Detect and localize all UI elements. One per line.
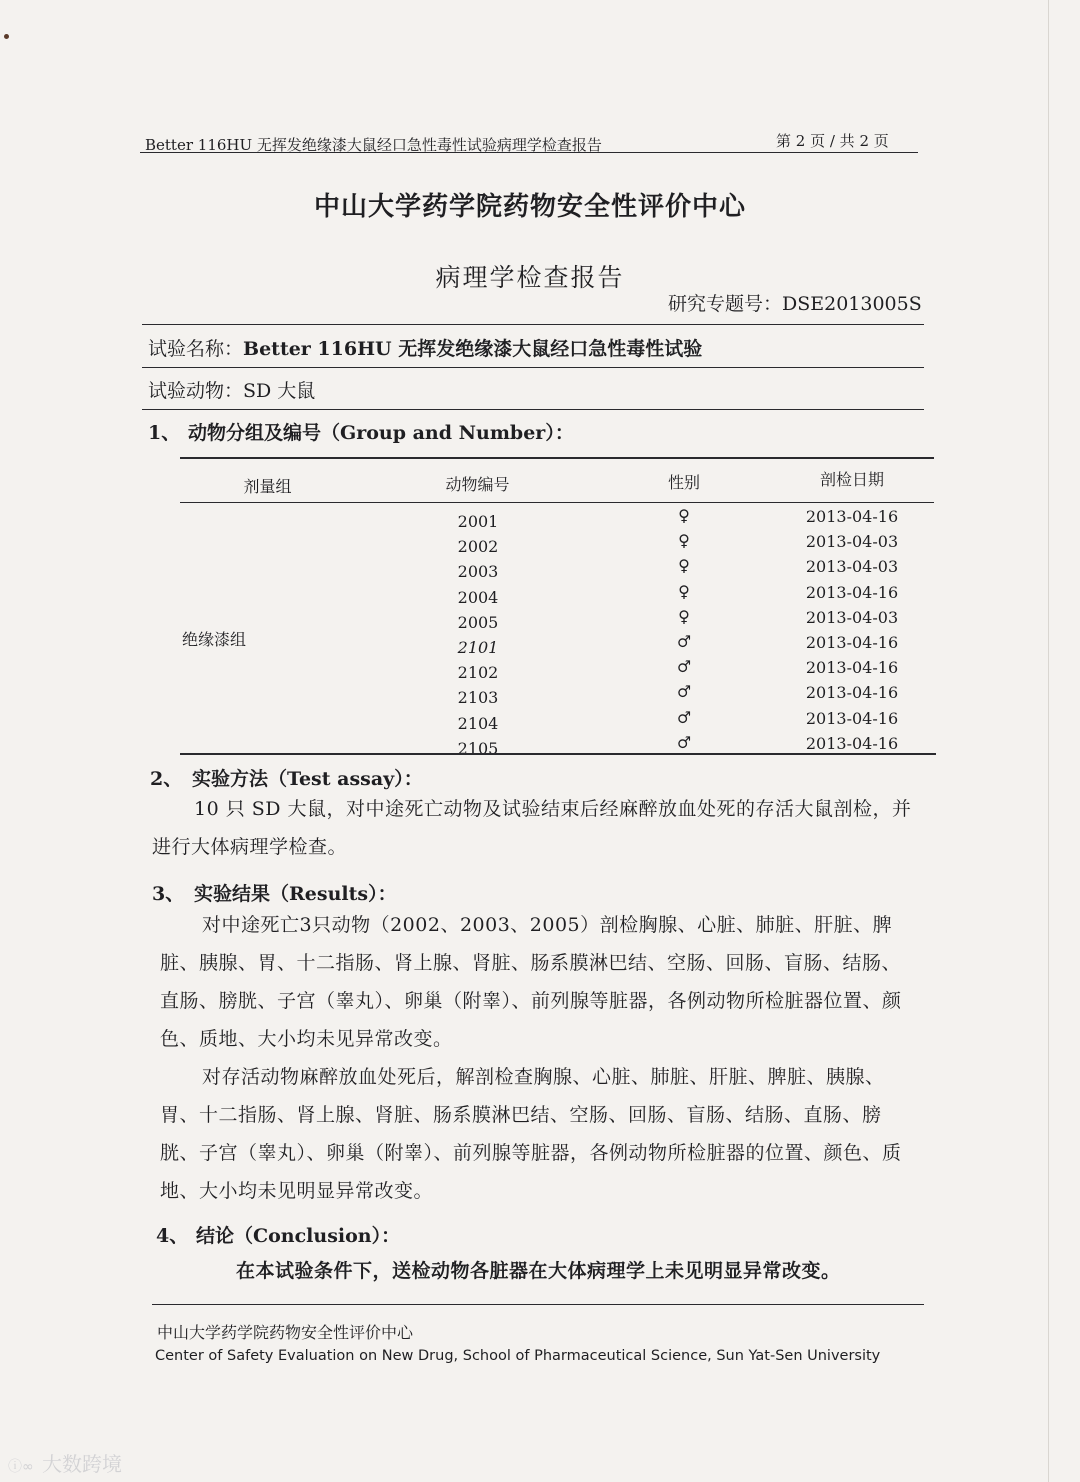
section-3-paragraph-2: 对存活动物麻醉放血处死后，解剖检查胸腺、心脏、肺脏、肝脏、脾脏、胰腺、胃、十二指肠、肾上腺、肾脏、肠系膜淋巴结、空肠、回肠、盲肠、结肠、直肠、膀胱、子宫（睾丸）、卵巢（附睾）、前列腺等脏器，各例动物所检脏器的位置、颜色、质地、大小均未见明显异常改变。 — [160, 1066, 902, 1202]
watermark — [8, 1448, 122, 1477]
paper-speck — [4, 34, 9, 39]
running-header-title: Better 116HU 无挥发绝缘漆大鼠经口急性毒性试验病理学检查报告 — [145, 136, 602, 154]
watermark-text: 大数跨境 — [42, 1452, 122, 1476]
table-cell-sex: ♀ — [678, 531, 690, 551]
table-cell-sex: ♂ — [676, 732, 692, 752]
table-cell-animal-id: 2002 — [457, 537, 499, 557]
section-3-paragraph-1: 对中途死亡3只动物（2002、2003、2005）剖检胸腺、心脏、肺脏、肝脏、脾脏、胰腺、胃、十二指肠、肾上腺、肾脏、肠系膜淋巴结、空肠、回肠、盲肠、结肠、直肠、膀胱、子宫（睾丸）、卵巢（附睾）、前列腺等脏器，各例动物所检脏器位置、颜色、质地、大小均未见异常改变。 — [160, 914, 902, 1050]
table-header-animal-id: 动物编号 — [445, 475, 510, 494]
table-cell-animal-id: 2003 — [457, 562, 499, 582]
table-cell-animal-id: 2005 — [457, 612, 499, 632]
study-rule-mid — [142, 367, 924, 368]
watermark-logo-icon: ⓘ∞ — [8, 1459, 34, 1475]
header-rule — [140, 152, 918, 153]
section-4-title: 结论（Conclusion）： — [196, 1225, 401, 1247]
table-bottom-rule — [180, 753, 936, 755]
table-group-cell: 绝缘漆组 — [182, 630, 247, 649]
table-cell-date: 2013-04-16 — [805, 733, 899, 753]
test-animal-value: SD 大鼠 — [243, 380, 316, 402]
table-cell-sex: ♂ — [676, 707, 692, 727]
section-3-heading — [152, 879, 397, 906]
table-cell-sex: ♀ — [678, 606, 690, 626]
table-cell-sex: ♂ — [676, 632, 692, 651]
table-cell-sex: ♂ — [676, 657, 692, 677]
table-cell-animal-id: 2001 — [457, 512, 499, 531]
table-cell-date: 2013-04-16 — [805, 582, 899, 602]
institution-title: 中山大学药学院药物安全性评价中心 — [313, 192, 746, 222]
test-name-label: 试验名称： — [148, 338, 244, 360]
table-cell-date: 2013-04-16 — [805, 633, 899, 652]
section-4-heading — [156, 1221, 400, 1248]
table-cell-sex: ♀ — [678, 506, 690, 525]
table-cell-animal-id: 2004 — [457, 587, 499, 607]
conclusion-text: 在本试验条件下，送检动物各脏器在大体病理学上未见明显异常改变。 — [236, 1260, 841, 1282]
table-cell-animal-id: 2103 — [457, 688, 499, 708]
table-cell-animal-id: 2101 — [457, 638, 499, 657]
study-rule-bottom — [142, 409, 924, 410]
footer-rule — [152, 1304, 924, 1305]
section-4-number: 4、 — [156, 1225, 189, 1247]
section-3-title: 实验结果（Results）： — [194, 883, 397, 905]
test-animal-label: 试验动物： — [148, 380, 244, 402]
table-header-dose-group: 剂量组 — [243, 477, 292, 496]
page-number: 第 2 页 / 共 2 页 — [776, 132, 889, 150]
section-2-title: 实验方法（Test assay）： — [192, 768, 423, 790]
table-cell-date: 2013-04-03 — [805, 532, 899, 552]
table-cell-date: 2013-04-16 — [805, 507, 899, 526]
footer-institution-en: Center of Safety Evaluation on New Drug, School of Pharmaceutical Science, Sun Yat-Sen University — [155, 1348, 881, 1364]
test-name-value: Better 116HU 无挥发绝缘漆大鼠经口急性毒性试验 — [243, 338, 703, 360]
footer-institution-cn: 中山大学药学院药物安全性评价中心 — [157, 1323, 414, 1342]
table-cell-sex: ♂ — [676, 682, 692, 702]
table-top-rule — [180, 457, 934, 459]
section-1-title: 动物分组及编号（Group and Number）： — [188, 422, 574, 444]
table-cell-animal-id: 2102 — [457, 663, 499, 683]
table-header-rule — [180, 502, 934, 503]
table-cell-date: 2013-04-03 — [805, 557, 899, 577]
table-cell-sex: ♀ — [678, 581, 690, 601]
table-cell-date: 2013-04-03 — [805, 607, 899, 627]
section-3-number: 3、 — [152, 883, 185, 905]
study-number: 研究专题号：DSE2013005S — [668, 293, 922, 315]
table-cell-sex: ♀ — [678, 556, 690, 576]
section-1-heading — [148, 418, 574, 445]
section-1-number: 1、 — [148, 422, 181, 444]
table-cell-animal-id: 2105 — [457, 738, 499, 758]
table-cell-date: 2013-04-16 — [805, 683, 899, 703]
table-cell-animal-id: 2104 — [457, 713, 499, 733]
table-cell-date: 2013-04-16 — [805, 708, 899, 728]
test-name — [148, 334, 702, 361]
test-animal — [148, 376, 315, 403]
section-2-body: 10 只 SD 大鼠，对中途死亡动物及试验结束后经麻醉放血处死的存活大鼠剖检，并进行大体病理学检查。 — [152, 798, 912, 858]
table-cell-date: 2013-04-16 — [805, 658, 899, 678]
report-title: 病理学检查报告 — [435, 263, 625, 292]
section-2-heading — [150, 764, 423, 791]
study-rule-top — [142, 324, 924, 325]
table-header-sex: 性别 — [667, 473, 700, 492]
table-header-necropsy-date: 剖检日期 — [819, 470, 884, 489]
section-2-number: 2、 — [150, 768, 183, 790]
